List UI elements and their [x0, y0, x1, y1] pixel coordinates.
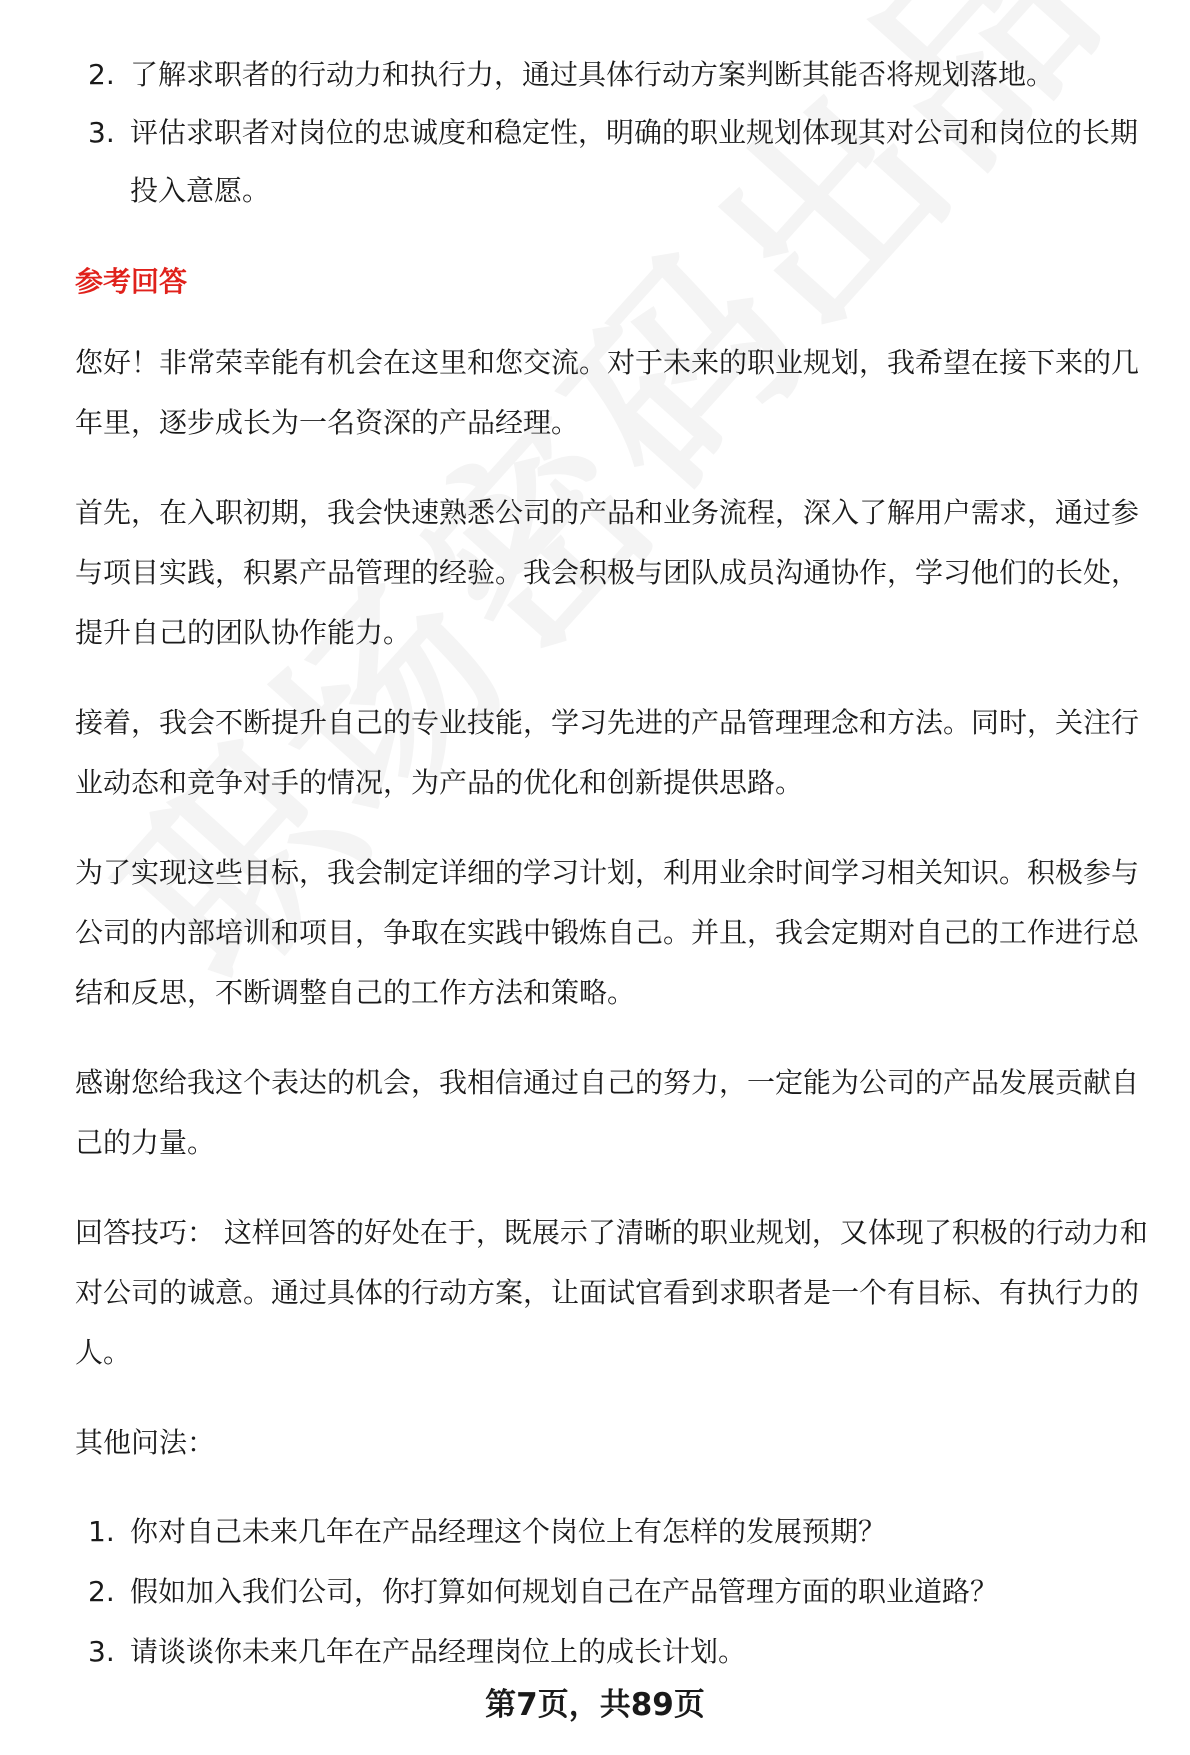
- paragraph: 接着，我会不断提升自己的专业技能，学习先进的产品管理理念和方法。同时，关注行业动态和竞争对手的情况，为产品的优化和创新提供思路。: [75, 706, 1140, 799]
- list-item-number: 2.: [88, 58, 115, 91]
- page-number: 第7页，共89页: [485, 1687, 705, 1723]
- paragraph: 首先，在入职初期，我会快速熟悉公司的产品和业务流程，深入了解用户需求，通过参与项目实践，积累产品管理的经验。我会积极与团队成员沟通协作，学习他们的长处，提升自己的团队协作能力。: [75, 496, 1140, 649]
- list-item-text: 评估求职者对岗位的忠诚度和稳定性，明确的职业规划体现其对公司和岗位的长期投入意愿。: [130, 116, 1139, 207]
- list-item-text: 假如加入我们公司，你打算如何规划自己在产品管理方面的职业道路？: [130, 1575, 999, 1608]
- paragraph: 为了实现这些目标，我会制定详细的学习计划，利用业余时间学习相关知识。积极参与公司的内部培训和项目，争取在实践中锻炼自己。并且，我会定期对自己的工作进行总结和反思，不断调整自己的工作方法和策略。: [75, 856, 1140, 1009]
- paragraph: 您好！非常荣幸能有机会在这里和您交流。对于未来的职业规划，我希望在接下来的几年里，逐步成长为一名资深的产品经理。: [75, 346, 1140, 439]
- list-item-number: 3.: [88, 1635, 115, 1668]
- section-heading: 参考回答: [75, 265, 188, 298]
- paragraph: 回答技巧： 这样回答的好处在于，既展示了清晰的职业规划，又体现了积极的行动力和对公司的诚意。通过具体的行动方案，让面试官看到求职者是一个有目标、有执行力的人。: [75, 1216, 1148, 1369]
- list-item-text: 你对自己未来几年在产品经理这个岗位上有怎样的发展预期？: [130, 1515, 887, 1548]
- list-item-text: 请谈谈你未来几年在产品经理岗位上的成长计划。: [130, 1635, 747, 1668]
- list-item-text: 了解求职者的行动力和执行力，通过具体行动方案判断其能否将规划落地。: [130, 58, 1055, 91]
- list-item-number: 2.: [88, 1575, 115, 1608]
- paragraph: 感谢您给我这个表达的机会，我相信通过自己的努力，一定能为公司的产品发展贡献自己的力量。: [75, 1066, 1140, 1159]
- list-item-number: 3.: [88, 116, 115, 149]
- paragraph: 其他问法：: [75, 1426, 216, 1459]
- list-item-number: 1.: [88, 1515, 115, 1548]
